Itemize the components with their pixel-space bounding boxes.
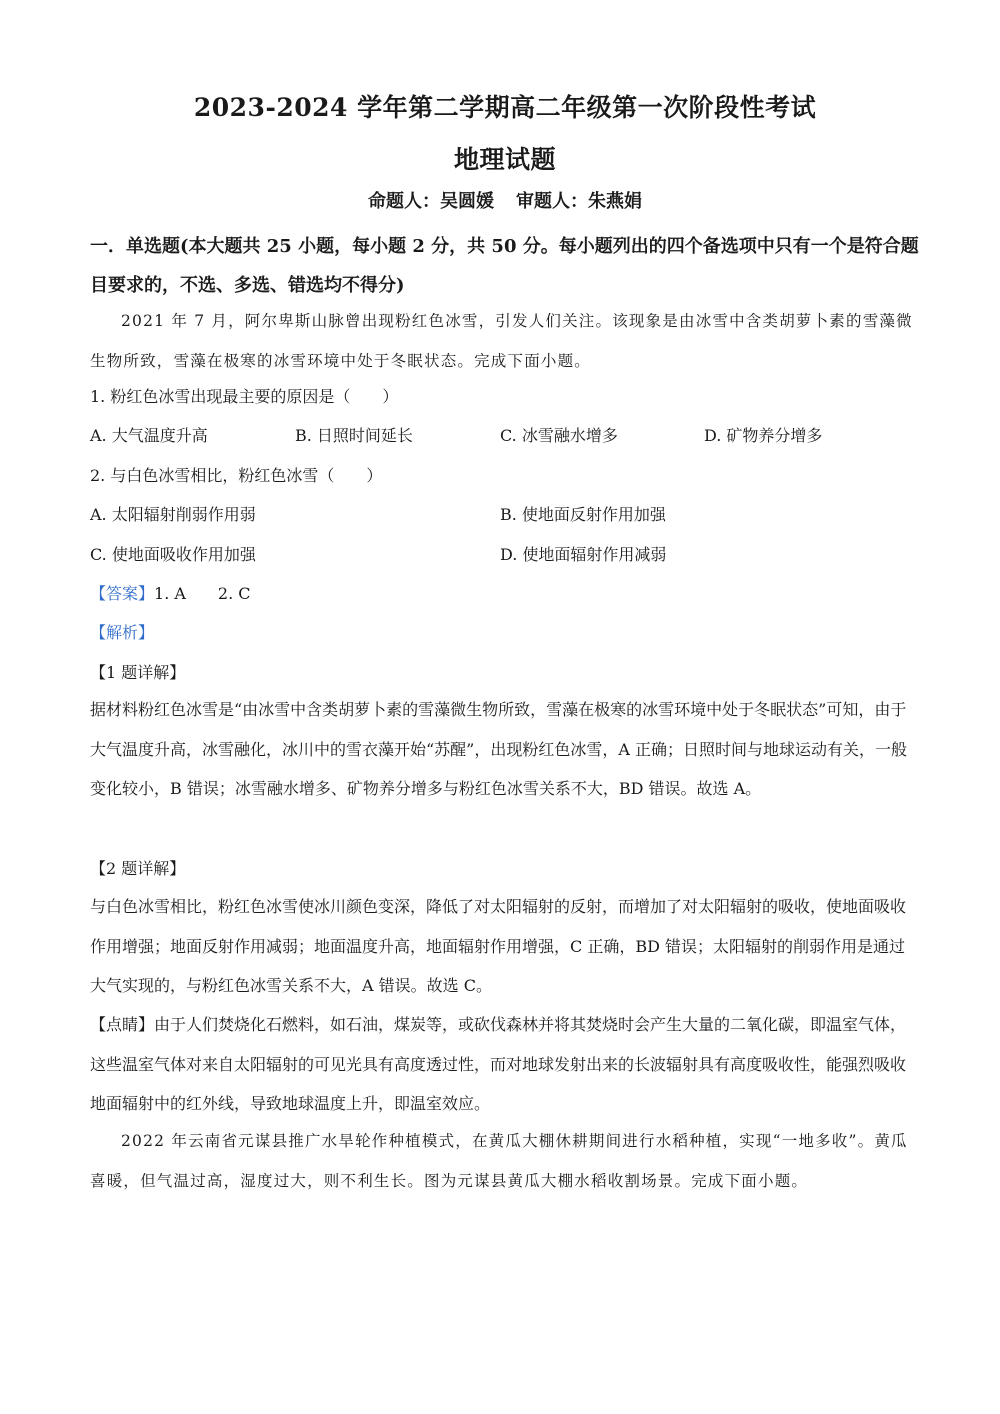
q1-detail-text: 据材料粉红色冰雪是“由冰雪中含类胡萝卜素的雪藻微生物所致，雪藻在极寒的冰雪环境中处于冬眠状态”可知，由于大气温度升高，冰雪融化，冰川中的雪衣藻开始“苏醒”，出现粉红色冰雪，A 正确；日照时间与地球运动有关，一般变化较小，B 错误；冰雪融水增多、矿物养分增多与粉红色冰雪关系不大，BD 错误。故选 A。 [90, 700, 908, 798]
exam-title: 2023-2024 学年第二学期高二年级第一次阶段性考试 [193, 93, 817, 122]
question-setter: 命题人：吴圆媛 [368, 191, 494, 212]
question-reviewer: 审题人：朱燕娟 [516, 191, 642, 212]
question-2-stem: 2. 与白色冰雪相比，粉红色冰雪（ ） [90, 466, 383, 485]
q2-detail-label: 【2 题详解】 [90, 859, 186, 878]
q1-detail-label: 【1 题详解】 [90, 663, 186, 682]
authors-line [90, 187, 920, 213]
answer-label: 【答案】 [90, 584, 155, 603]
q2-option-a: A. 太阳辐射削弱作用弱 [90, 505, 256, 524]
tip-text: 由于人们焚烧化石燃料，如石油，煤炭等，或砍伐森林并将其焚烧时会产生大量的二氧化碳，即温室气体，这些温室气体对来自太阳辐射的可见光具有高度透过性，而对地球发射出来的长波辐射具有高度吸收性，能强烈吸收地面辐射中的红外线，导致地球温度上升，即温室效应。 [90, 1015, 907, 1113]
q2-option-b: B. 使地面反射作用加强 [500, 505, 666, 524]
section-heading: 一．单选题(本大题共 25 小题，每小题 2 分，共 50 分。每小题列出的四个备选项中只有一个是符合题目要求的，不选、多选、错选均不得分) [90, 236, 919, 296]
tip-paragraph [90, 1005, 920, 1124]
q2-option-c: C. 使地面吸收作用加强 [90, 545, 256, 564]
q2-option-d: D. 使地面辐射作用减弱 [500, 545, 667, 564]
material-passage-1: 2021 年 7 月，阿尔卑斯山脉曾出现粉红色冰雪，引发人们关注。该现象是由冰雪中含类胡萝卜素的雪藻微生物所致，雪藻在极寒的冰雪环境中处于冬眠状态。完成下面小题。 [90, 312, 913, 370]
analysis-label: 【解析】 [90, 623, 155, 642]
question-1-options [90, 424, 920, 448]
question-1-stem: 1. 粉红色冰雪出现最主要的原因是（ ） [90, 387, 399, 406]
tip-label: 【点睛】 [90, 1015, 155, 1034]
subject-title: 地理试题 [453, 145, 556, 174]
q2-detail-text: 与白色冰雪相比，粉红色冰雪使冰川颜色变深，降低了对太阳辐射的反射，而增加了对太阳辐射的吸收，使地面吸收作用增强；地面反射作用减弱；地面温度升高，地面辐射作用增强，C 正确，BD 错误；太阳辐射的削弱作用是通过大气实现的，与粉红色冰雪关系不大，A 错误。故选 C。 [90, 897, 907, 995]
q1-option-c: C. 冰雪融水增多 [500, 426, 618, 445]
q1-option-b: B. 日照时间延长 [295, 426, 413, 445]
q1-option-d: D. 矿物养分增多 [704, 426, 823, 445]
answer-value: 1. A 2. C [154, 584, 251, 603]
question-2-options-row2 [90, 543, 920, 567]
question-2-options-row1 [90, 503, 920, 527]
q1-option-a: A. 大气温度升高 [90, 426, 208, 445]
material-passage-2: 2022 年云南省元谋县推广水旱轮作种植模式，在黄瓜大棚休耕期间进行水稻种植，实现“一地多收”。黄瓜喜暖，但气温过高，湿度过大，则不利生长。图为元谋县黄瓜大棚水稻收割场景。完成下面小题。 [90, 1132, 908, 1190]
answer-line [90, 582, 920, 606]
